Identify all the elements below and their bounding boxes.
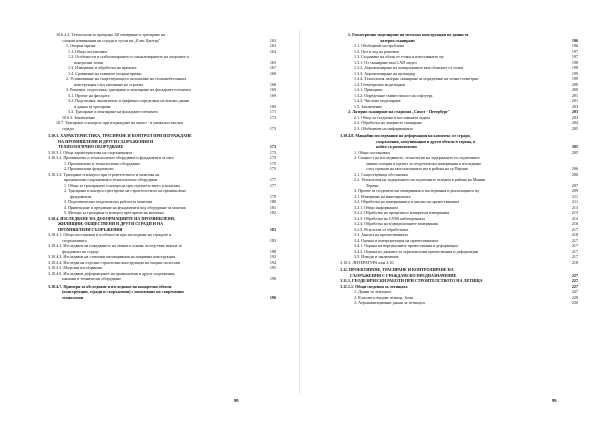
toc-entry-title: и данни за трасиране xyxy=(74,103,111,109)
toc-entry-title: 3.2.5. Резултати от обработката xyxy=(354,226,409,232)
toc-entry-title: 1.3. Измерване и обработка на мрежата xyxy=(68,65,137,70)
toc-entry-title: 3.10.3.3. Трасиране и контрол при строителството и монтажа на xyxy=(48,171,160,177)
toc-entry-title: 3.10.4.1. Общи постановки и особености при изследване на сградите и xyxy=(48,232,172,237)
toc-entry-title: 1.4. Геометрично моделиране xyxy=(354,81,406,87)
toc-entry-title: 3.2.4. Обработка на в/двидъчичните измервания xyxy=(354,221,438,226)
toc-entry-title: 1.3.1. От сканиране към CAD модел xyxy=(354,59,417,65)
toc-entry-title: 3.4.2. Оценка по данните за хоризонтални премествания и деформации xyxy=(354,248,479,254)
toc-entry-title: НА ПРОМИШЛЕНИ И ДРУГИ СЪОРЪЖЕНИЯ И xyxy=(58,138,154,144)
toc-entry-page: 173 xyxy=(269,125,276,131)
toc-entry-title: технологии xyxy=(62,294,84,300)
toc-entry xyxy=(48,276,276,282)
toc-entry-title: 1.1. Обобщение на проблема xyxy=(354,43,405,48)
toc-entry-page: 203 xyxy=(571,109,578,114)
toc-entry-page: 198 xyxy=(571,59,578,65)
toc-entry-title: 1. Общи за трасирането и контрола при строителството и монтажа xyxy=(64,182,181,188)
toc-entry-page: 167 xyxy=(269,65,276,70)
toc-entry-title: който са разположени xyxy=(376,144,417,149)
toc-entry xyxy=(340,260,578,266)
toc-entry-title: 3.10.4.6. Изследване деформациите на промишлени и други съоръжения, xyxy=(48,270,176,276)
toc-entry-page: 209 xyxy=(571,188,578,193)
toc-entry-page: 227 xyxy=(571,289,578,294)
toc-entry-title: 1.5. Заключение xyxy=(354,103,383,109)
toc-entry-title: 1.4. Сравнение на главните опорни мрежи xyxy=(68,70,142,76)
toc-entry-page: 217 xyxy=(571,237,578,243)
toc-entry-title: 4. Привеждане и предаване на фундаменти под оборудване за монтаж xyxy=(64,204,186,210)
toc-entry-title: съоръжения, комуникации и други обекти в терена, в xyxy=(376,138,476,144)
toc-entry-page: 230 xyxy=(571,300,578,305)
toc-entry-title: 2.1. Общо за стадиона и поставената задача xyxy=(354,114,431,120)
toc-entry-title: сгради xyxy=(62,125,74,131)
toc-entry-page: 203 xyxy=(571,103,578,109)
toc-entry-title: 3.10.4.8. Мащабни изследвания на деформации на комплекс от сгради, xyxy=(340,133,471,138)
toc-entry-page: 171 xyxy=(269,109,276,114)
toc-entry-page: 163 xyxy=(269,48,276,54)
toc-entry-page: 197 xyxy=(571,54,578,59)
toc-entry-page: 206 xyxy=(571,171,578,177)
toc-entry-page: 203 xyxy=(571,114,578,120)
toc-entry-page: 218 xyxy=(571,259,578,265)
toc-entry-title: 1.4.1. Принципи xyxy=(354,87,383,92)
toc-entry-page: 180 xyxy=(269,199,276,204)
toc-entry-title: 3.10.4.7. Примери за обследване и изследване на конкретни обекти xyxy=(48,283,172,289)
toc-entry-page: 196 xyxy=(571,37,578,43)
toc-entry-page: 199 xyxy=(571,76,578,81)
toc-entry-title: конструкция след започване на строежа xyxy=(74,81,144,87)
toc-entry-title: 3.11. ПРОЕКТИРАНЕ, ТРАСИРАНЕ И КОНТРОЛИРАНЕ НА xyxy=(340,267,454,272)
toc-entry-title: контролни точки xyxy=(74,59,104,65)
toc-entry-page: 192 xyxy=(269,254,276,259)
toc-entry-title: 3.11.1. ГЕОДЕЗИЧЕСКИ РАБОТИ ПРИ СТРОИТЕЛСТВОТО НА ЛЕТИЩА xyxy=(340,278,483,283)
toc-entry-title: 2.1. Съществуваща обстановка xyxy=(354,171,408,177)
toc-entry-title: 3. Подготвителни геодезически работи за монтажа xyxy=(64,199,153,204)
toc-entry-title: 3. Решение, подготовка, трасиране и монтиране на фасадните елементи xyxy=(66,87,191,92)
toc-entry-title: 2. Класове и видове летища. Зони xyxy=(354,294,413,300)
toc-entry-title: 1.3.2. Апроксимиране на повърхнините към облаците от точки xyxy=(354,65,464,70)
toc-entry-page: 217 xyxy=(571,254,578,259)
toc-entry-title: 1.2. Цел и ход на решение xyxy=(354,48,400,54)
toc-entry-title: 10.7. Трасиране и контрол при изграждане на много - и уникално високи xyxy=(56,120,183,125)
toc-entry-page: 195 xyxy=(269,265,276,270)
toc-entry-page: 196 xyxy=(269,294,276,300)
toc-entry-page: 213 xyxy=(571,204,578,210)
toc-entry-page: 217 xyxy=(571,243,578,248)
toc-entry-title: 5. Методи за трасиране и контрол през време на монтажа xyxy=(64,210,164,215)
toc-entry-page: 182 xyxy=(269,210,276,215)
toc-entry-title: 3.2. Подготовка, аналитично и графично определяне на всички данни xyxy=(68,98,190,103)
toc-entry-title: 3.1. Проект на фасадата xyxy=(68,92,110,98)
toc-entry-page: 197 xyxy=(571,48,578,54)
toc-entry-page: 175 xyxy=(269,160,276,166)
toc-entry-title: ТЕХНОЛОГИЧНО ОБОРУДВАНЕ xyxy=(58,144,124,149)
toc-entry-page: 205 xyxy=(571,125,578,131)
toc-entry-page: 218 xyxy=(571,232,578,237)
toc-entry-page: 227 xyxy=(571,283,578,289)
toc-entry-page: 173 xyxy=(269,144,276,149)
toc-entry-title: 10.6.2.2. Технология за прецизно 3D измерване и трасиране на xyxy=(56,32,166,37)
toc-entry-page: 205 xyxy=(571,149,578,155)
toc-entry-page: 204 xyxy=(571,120,578,125)
toc-entry xyxy=(340,300,578,306)
toc-entry-title: 3.10.3.2. Промишлено и технологично оборудване и фундаменти за него xyxy=(48,155,175,160)
toc-entry xyxy=(48,295,276,301)
toc-entry-title: 3.10.4. ИЗСЛЕДВАНЕ НА ДЕФОРМАЦИИТЕ НА ПРОМИШЛЕНИ, xyxy=(48,215,175,221)
toc-entry-title: 3.10.3.1. Обща характеристика на съоръженията xyxy=(48,149,133,155)
toc-entry-title: Терени xyxy=(366,182,379,188)
toc-entry-page: 228 xyxy=(571,294,578,300)
toc-entry-page: 205 xyxy=(571,144,578,149)
toc-entry-title: 1.4.2. Определяне съвместимост на софтуера xyxy=(354,92,433,98)
toc-entry-title: 1. Данни за летищата xyxy=(354,289,392,294)
toc-entry xyxy=(48,126,276,132)
toc-entry-page: 168 xyxy=(269,81,276,87)
toc-entry-page: 199 xyxy=(571,70,578,76)
toc-entry-title: 1. Общи постановки xyxy=(354,149,390,155)
toc-entry-page: 207 xyxy=(571,182,578,188)
toc-entry-title: 2. Лазерно сканиране на стадиона „Свист - Петербург" xyxy=(348,109,451,114)
toc-entry-title: ПРОМИШЛЕНИ СЪОРЪЖЕНИЯ xyxy=(58,226,123,232)
toc-entry-page: 183 xyxy=(269,226,276,232)
toc-entry-page: 217 xyxy=(571,248,578,254)
toc-entry-title: 2.3. Обобщение на информацията xyxy=(354,125,413,131)
toc-entry-title: 3.4.1. Оценка на вертикалните премествания и деформации xyxy=(354,243,458,248)
toc-entry-title: 3.2.2. Обработка на прецизното конкретни измервания xyxy=(354,210,450,215)
toc-entry-page: 227 xyxy=(571,278,578,283)
toc-entry-page: 163 xyxy=(269,37,276,43)
toc-entry-page: 213 xyxy=(571,210,578,215)
toc-entry-title: 3.2.1. Общи информации xyxy=(354,204,398,210)
right-page xyxy=(300,0,600,424)
toc-entry-page: 214 xyxy=(571,215,578,221)
toc-entry-title: машини и технически оборудване xyxy=(62,276,122,281)
toc-entry-title: 1.4.3. Числено моделиране xyxy=(354,98,401,103)
toc-entry-page: 177 xyxy=(269,177,276,182)
toc-entry-page: 216 xyxy=(571,221,578,226)
toc-entry-page: 179 xyxy=(269,193,276,199)
toc-entry-title: 2. Трасиране и контрол през време на строителството на промишлени xyxy=(64,188,186,193)
toc-entry-title: 1. Промишлено и технологично оборудване xyxy=(64,160,141,166)
toc-entry-page: 173 xyxy=(269,149,276,155)
toc-entry-page: 181 xyxy=(269,204,276,210)
toc-entry-page: 201 xyxy=(571,98,578,103)
toc-entry-title: след странни на експлоатацията им в района на гр Перник xyxy=(366,166,468,171)
toc-entry-title: 1.1. Общи постановки xyxy=(68,48,107,54)
toc-entry-page: 177 xyxy=(269,182,276,188)
toc-entry-title: 3.10.4.5. Моделни изследвания xyxy=(48,265,102,270)
toc-entry-title: 3.10.4.4. Изследва на отделни строителни конструкции на опорни полосови xyxy=(48,259,180,265)
toc-entry-title: 3.10.3. ХАРАКТЕРИСТИКА, ТРАСИРАНЕ И КОНТРОЛ ПРИ ИЗГРАЖДАНЕ xyxy=(48,133,192,138)
toc-entry-title: 3.4. Оценка и интерпретация на преместванията xyxy=(354,237,439,243)
toc-entry-title: 10.6.3. Заключение xyxy=(62,114,96,120)
toc-entry-title: СЪОРЪЖЕНИЯ С ГРАЖДАНСКО ПРЕДНАЗНАЧЕНИЕ xyxy=(350,272,457,278)
toc-entry-title: 2. Установяване на съществуващото положение на стоманобетонната xyxy=(66,76,187,81)
left-page-number: 98 xyxy=(234,398,239,403)
toc-entry-page: 169 xyxy=(269,103,276,109)
toc-entry-title: 1.3.3. Апроксимиране на цилиндър xyxy=(354,70,416,76)
toc-entry-page: 201 xyxy=(571,92,578,98)
toc-entry-title: 3.2.3. Обработка на GNSS наблюденията xyxy=(354,215,425,221)
toc-entry-page: 169 xyxy=(269,87,276,92)
toc-entry-page: 196 xyxy=(269,276,276,281)
toc-entry-page: 200 xyxy=(571,87,578,92)
toc-entry-title: съоръженията xyxy=(62,237,87,243)
toc-entry-title: 2.2. Обработка на лазерното сканиране xyxy=(354,120,422,125)
toc-left xyxy=(48,32,276,300)
toc-entry-page: 194 xyxy=(269,259,276,265)
toc-entry-title: промишлени съоръжения и технологично оборудване xyxy=(64,177,158,182)
toc-entry-title: 3.11.1.1. Общи сведения за летищата xyxy=(340,283,408,289)
toc-entry-title: 1. Геометрично моделиране на метална конструкция по данни от xyxy=(348,32,469,37)
toc-entry-title: ЖИЛИЩНИ, ОБЩЕСТВЕНИ И ДРУГИ СГРАДИ И НА xyxy=(58,221,164,226)
toc-entry-title: лазерно сканиране xyxy=(380,37,415,43)
toc-entry-page: 211 xyxy=(572,199,578,204)
toc-entry-page: 168 xyxy=(269,70,276,76)
toc-entry-title: 1.2. Особености в стабилизирането и сигнализирането на опорните и xyxy=(68,54,189,59)
toc-entry-page: 196 xyxy=(571,43,578,48)
toc-entry-title: (конструкции, сгради и съоръжения) с използване на съвременни xyxy=(62,289,184,294)
toc-entry-title: 3.10.5. ЛИТЕРАТУРА към 3.10. xyxy=(340,259,395,265)
toc-entry-title: 3.3. Анализ на преместванията xyxy=(354,232,408,237)
toc-entry-title: фундаменти xyxy=(70,193,92,199)
toc-entry-page: 206 xyxy=(571,166,578,171)
toc-entry-title: 2. Промишлени фундаменти xyxy=(64,166,114,171)
toc-entry-title: 2. Същност на изследването, технологии на задържането по подземните xyxy=(354,155,480,160)
toc-entry-title: 2.2. Технология на задържането на подземните галерии в района на Минни xyxy=(354,177,486,182)
toc-entry-title: 3.3. Трасиране и монтиране на фасадните елементи xyxy=(68,109,158,114)
right-page-number: 99 xyxy=(552,398,557,403)
toc-entry-title: 3.5. Изводи и заключение xyxy=(354,254,399,259)
toc-right xyxy=(340,32,578,306)
toc-entry-page: 175 xyxy=(269,166,276,171)
toc-entry-page: 163 xyxy=(269,43,276,48)
toc-entry-page: 227 xyxy=(571,272,578,278)
toc-entry xyxy=(340,126,578,132)
toc-entry-page: 169 xyxy=(269,92,276,98)
toc-entry-page: 198 xyxy=(571,65,578,70)
toc-entry-page: 211 xyxy=(572,193,578,199)
toc-entry-title: заявки галерии в проект за геодезически измервания в изследване xyxy=(366,160,482,166)
toc-entry-page: 165 xyxy=(269,59,276,65)
toc-entry-page: 175 xyxy=(269,155,276,160)
toc-entry-page: 200 xyxy=(571,81,578,87)
toc-entry-title: 1.3. Създаване на облак от точки и използването му xyxy=(354,54,444,59)
toc-entry-title: фундамент на сграда xyxy=(62,248,99,254)
toc-entry-title: 1.3.4. Технология лазерно сканиране за определяне на точни геометрии xyxy=(354,76,479,81)
toc-entry-title: сложни извивкании на сгради и тухли на „Елис Център" xyxy=(62,37,161,43)
toc-entry-title: 3.10.4.3. Изследване на статични натоварвания на покривна конструкция xyxy=(48,254,176,259)
toc-entry-title: 3.10.4.2. Изследване на покадването на земната основа, вследствие изкопа за xyxy=(48,243,182,248)
toc-entry-title: 1. Опорна мрежа xyxy=(66,43,96,48)
toc-entry-title: 3. Проект за геодезически измервания и изследвания и реализацията му xyxy=(354,188,480,193)
toc-entry-title: 3.1. Измерване на нивелирмента xyxy=(354,193,411,199)
toc-entry-page: 217 xyxy=(571,226,578,232)
toc-entry-page: 172 xyxy=(269,114,276,120)
toc-entry-title: 3.2. Обработка на измерванията и анализ на преместванията xyxy=(354,199,460,204)
toc-entry-page: 183 xyxy=(269,237,276,243)
toc-entry-page: 188 xyxy=(269,248,276,254)
toc-entry-title: 3. Аеронавигационни данни за летищата xyxy=(354,300,425,305)
